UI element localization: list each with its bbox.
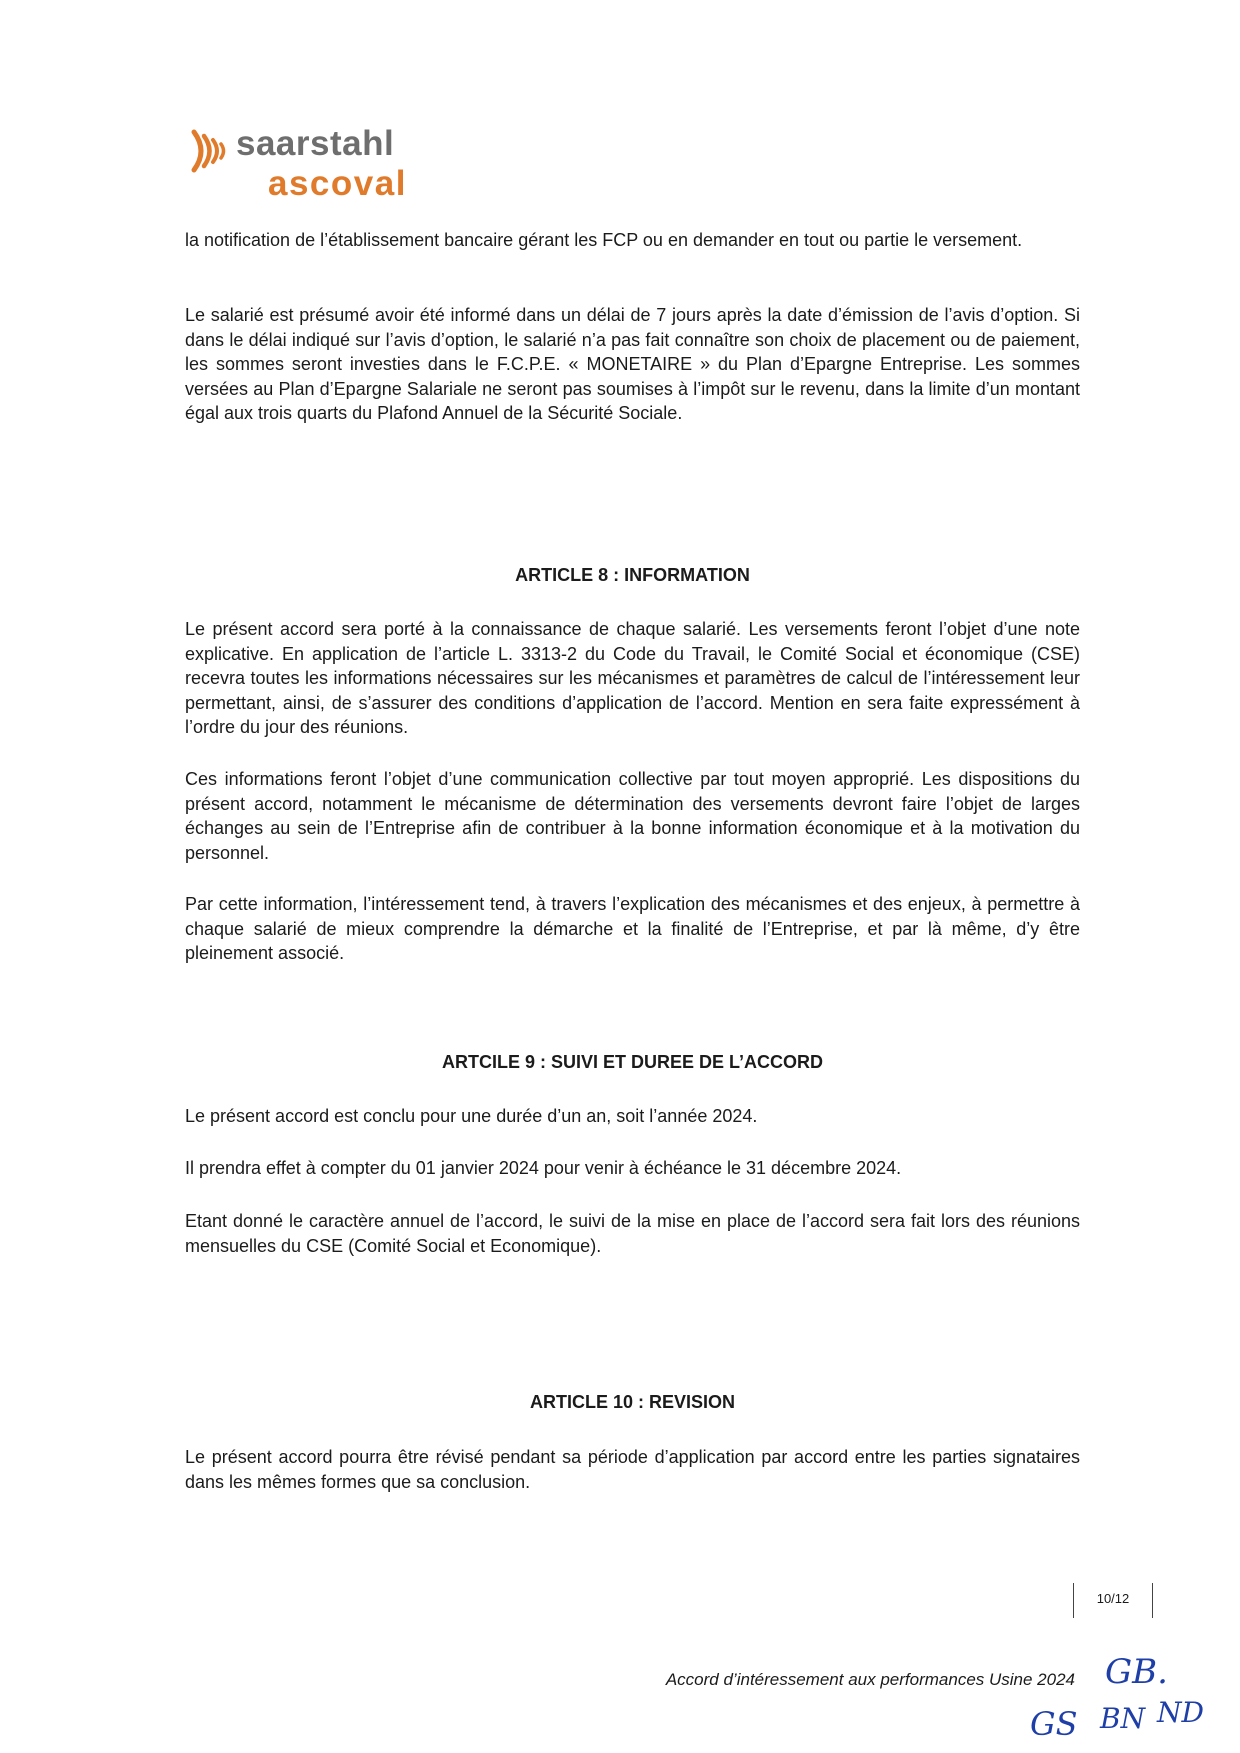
paragraph-information-1: Le présent accord sera porté à la connaissance de chaque salarié. Les versements feront l’objet d’une note explicative. En application de l’article L. 3313-2 du Code du Travail, le Comité Social et économique (CSE) recevra toutes les informations nécessaires sur les mécanismes et paramètres de calcul de l’intéressement leur permettant, ainsi, de s’assurer des conditions d’application de l’accord. Mention en sera faite expressément à l’ordre du jour des réunions. <box>185 619 1080 737</box>
heading-article-8: ARTICLE 8 : INFORMATION <box>515 565 750 585</box>
heading-article-9: ARTCILE 9 : SUIVI ET DUREE DE L’ACCORD <box>441 1052 824 1072</box>
paragraph-revision: Le présent accord pourra être révisé pendant sa période d’application par accord entre les parties signataires dans les mêmes formes que sa conclusion. <box>185 1447 1080 1492</box>
page-number: 10/12 <box>1096 1591 1130 1606</box>
paragraph-information-2: Ces informations feront l’objet d’une communication collective par tout moyen approprié. Les dispositions du présent accord, notamment le mécanisme de détermination des versements devront faire l’objet de larges échanges au sein de l’Entreprise afin de contribuer à la bonne information économique et à la motivation du personnel. <box>185 769 1080 863</box>
handwritten-initials-4: ND <box>1157 1696 1204 1729</box>
chevron-logo-icon <box>190 128 234 174</box>
handwritten-initials-2: GS <box>1030 1705 1078 1743</box>
paragraph-monitoring: Etant donné le caractère annuel de l’accord, le suivi de la mise en place de l’accord sera fait lors des réunions mensuelles du CSE (Comité Social et Economique). <box>185 1211 1080 1256</box>
paragraph-duration: Le présent accord est conclu pour une durée d’un an, soit l’année 2024. <box>185 1106 758 1126</box>
logo-text-ascoval: ascoval <box>268 164 407 203</box>
page-number-box <box>1073 1583 1153 1618</box>
footer-title: Accord d’intéressement aux performances Usine 2024 <box>665 1670 1075 1689</box>
paragraph-notification: la notification de l’établissement bancaire gérant les FCP ou en demander en tout ou partie le versement. <box>185 230 1023 250</box>
logo-text-saarstahl: saarstahl <box>236 124 395 163</box>
heading-article-10: ARTICLE 10 : REVISION <box>529 1392 736 1412</box>
paragraph-information-3: Par cette information, l’intéressement tend, à travers l’explication des mécanismes et des enjeux, à permettre à chaque salarié de mieux comprendre la démarche et la finalité de l’Entreprise, et par là même, d’y être pleinement associé. <box>185 894 1080 963</box>
paragraph-effective-date: Il prendra effet à compter du 01 janvier 2024 pour venir à échéance le 31 décembre 2024. <box>185 1158 902 1178</box>
handwritten-initials-1: GB. <box>1105 1652 1168 1692</box>
handwritten-initials-3: BN <box>1100 1702 1146 1735</box>
company-logo <box>190 124 410 208</box>
paragraph-option-notice: Le salarié est présumé avoir été informé dans un délai de 7 jours après la date d’émission de l’avis d’option. Si dans le délai indiqué sur l’avis d’option, le salarié n’a pas fait connaître son choix de placement ou de paiement, les sommes seront investies dans le F.C.P.E. « MONETAIRE » du Plan d’Epargne Entreprise. Les sommes versées au Plan d’Epargne Salariale ne seront pas soumises à l’impôt sur le revenu, dans la limite d’un montant égal aux trois quarts du Plafond Annuel de la Sécurité Sociale. <box>185 305 1080 423</box>
